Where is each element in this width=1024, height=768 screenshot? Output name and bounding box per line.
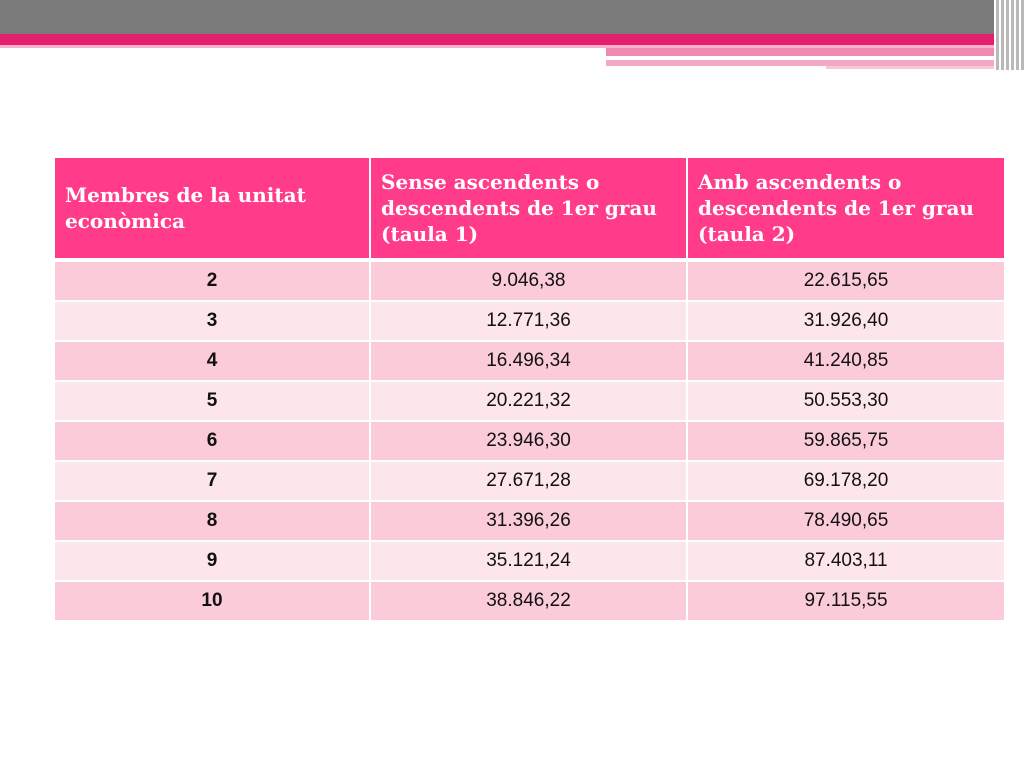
income-threshold-table: [53, 156, 1006, 622]
table-row: [54, 581, 1005, 621]
table2-value-cell: 78.490,65: [687, 501, 1005, 541]
column-header-with-ascendants: Amb ascendents o descendents de 1er grau (taula 2): [687, 157, 1005, 260]
table2-value-cell: 69.178,20: [687, 461, 1005, 501]
table1-value-cell: 38.846,22: [370, 581, 687, 621]
table2-value-cell: 97.115,55: [687, 581, 1005, 621]
table-row: [54, 260, 1005, 301]
column-header-without-ascendants: Sense ascendents o descendents de 1er grau (taula 1): [370, 157, 687, 260]
members-cell: 8: [54, 501, 370, 541]
table-row: [54, 501, 1005, 541]
members-cell: 3: [54, 301, 370, 341]
table-row: [54, 421, 1005, 461]
table-row: [54, 341, 1005, 381]
header-gray-band: [0, 0, 1024, 34]
column-header-members: Membres de la unitat econòmica: [54, 157, 370, 260]
members-cell: 6: [54, 421, 370, 461]
table1-value-cell: 12.771,36: [370, 301, 687, 341]
table1-value-cell: 9.046,38: [370, 260, 687, 301]
members-cell: 7: [54, 461, 370, 501]
header-stripes-decoration: [994, 0, 1024, 70]
members-cell: 2: [54, 260, 370, 301]
table-row: [54, 301, 1005, 341]
table2-value-cell: 31.926,40: [687, 301, 1005, 341]
members-cell: 9: [54, 541, 370, 581]
table1-value-cell: 27.671,28: [370, 461, 687, 501]
table-row: [54, 381, 1005, 421]
header-accent-bar-3: [826, 66, 1000, 69]
table2-value-cell: 41.240,85: [687, 341, 1005, 381]
table-row: [54, 541, 1005, 581]
table1-value-cell: 20.221,32: [370, 381, 687, 421]
table2-value-cell: 59.865,75: [687, 421, 1005, 461]
members-cell: 4: [54, 341, 370, 381]
table1-value-cell: 16.496,34: [370, 341, 687, 381]
table1-value-cell: 31.396,26: [370, 501, 687, 541]
header-accent-bar-1: [606, 48, 1024, 56]
table2-value-cell: 22.615,65: [687, 260, 1005, 301]
table1-value-cell: 35.121,24: [370, 541, 687, 581]
table2-value-cell: 50.553,30: [687, 381, 1005, 421]
table-row: [54, 461, 1005, 501]
table-header-row: [54, 157, 1005, 260]
table1-value-cell: 23.946,30: [370, 421, 687, 461]
members-cell: 5: [54, 381, 370, 421]
table2-value-cell: 87.403,11: [687, 541, 1005, 581]
header-pink-band: [0, 34, 1024, 45]
members-cell: 10: [54, 581, 370, 621]
